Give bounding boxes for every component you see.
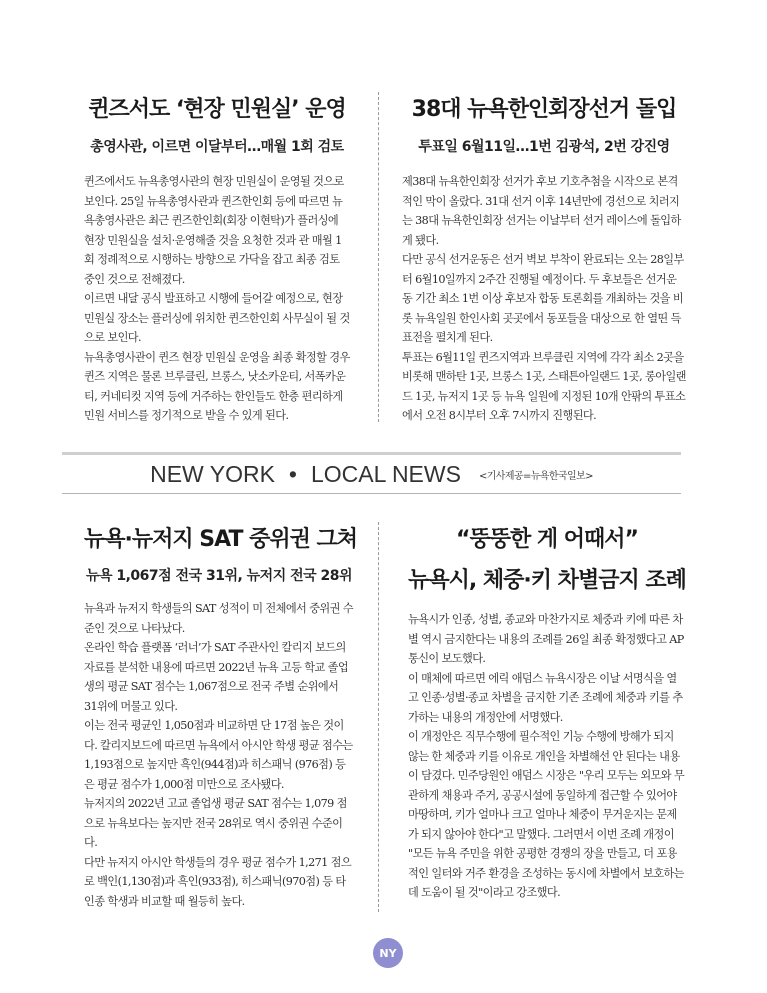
article-headline: 퀸즈서도 ‘현장 민원실’ 운영 [88,97,346,122]
paragraph: 다만 뉴저지 아시안 학생들의 경우 평균 점수가 1,271 점으로 백인(1,130점)과 흑인(933점), 히스패닉(970점) 등 타인종 학생과 비교할 때 월등히 높다. [84,855,352,908]
banner-credit: <기사제공=뉴욕한국일보> [478,470,593,482]
banner-subtitle: LOCAL NEWS [310,460,461,487]
article-headline: 38대 뉴욕한인회장선거 돌입 [411,97,677,122]
banner-top-rule [62,452,681,455]
article-body [84,172,350,426]
article-queens [84,92,350,426]
article-headline-quote: “뚱뚱한 게 어때서” [455,527,638,552]
banner-title: NEW YORK [150,460,275,487]
paragraph: 이는 전국 평균인 1,050점과 비교하면 단 17점 높은 것이다. 칼리지보드에 따르면 뉴욕에서 아시안 학생 평균 점수는 1,193점으로 높지만 흑인(944점)과 히스패닉 (976점) 등은 평균 점수가 1,000점 미만으로 조사됐다. [84,719,353,791]
paragraph: 다만 공식 선거운동은 선거 벽보 부착이 완료되는 오는 28일부터 6월10일까지 2주간 진행될 예정이다. 두 후보들은 선거운동 기간 최소 1번 이상 후보자 합동 토론회를 개최하는 것을 비롯 뉴욕일원 한인사회 곳곳에서 동포들을 대상으로 한 열띤 득표전을 펼치게 된다. [402,253,684,344]
paragraph: 뉴욕과 뉴저지 학생들의 SAT 성적이 미 전체에서 중위권 수준인 것으로 나타났다. [84,602,354,635]
paragraph: 이 매체에 따르면 에릭 애덤스 뉴욕시장은 이날 서명식을 열고 인종·성별·종교 차별을 금지한 기존 조례에 체중과 키를 추가하는 내용의 개정안에 서명했다. [408,671,683,724]
paragraph: 이 개정안은 직무수행에 필수적인 기능 수행에 방해가 되지 않는 한 체중과 키를 이유로 개인을 차별해선 안 된다는 내용이 담겼다. 민주당원인 애덤스 시장은 "우리 모두는 외모와 무관하게 채용과 주거, 공공시설에 동일하게 접근할 수 있어야 마땅하며, 키가 얼마나 크고 얼마나 체중이 무거운지는 문제가 되지 않아야 한다"고 말했다. 그러면서 이번 조례 개정이 "모든 뉴욕 주민을 위한 공평한 경쟁의 장을 만들고, 더 포용적인 일터와 거주 환경을 조성하는 동시에 차별에서 보호하는 데 도움이 될 것"이라고 강조했다. [408,730,685,899]
banner-bottom-rule [62,493,681,494]
paragraph: 제38대 뉴욕한인회장 선거가 후보 기호추첨을 시작으로 본격적인 막이 올랐다. 31대 선거 이후 14년만에 경선으로 치러지는 38대 뉴욕한인회장 선거는 이날부터 선거 레이스에 돌입하게 됐다. [402,175,681,247]
section-banner [62,456,681,492]
paragraph: 뉴저지의 2022년 고교 졸업생 평균 SAT 점수는 1,079 점으로 뉴욕보다는 높지만 전국 28위로 역시 중위권 수준이다. [84,797,347,849]
column-divider [378,92,379,422]
paragraph: 퀸즈에서도 뉴욕총영사관의 현장 민원실이 운영될 것으로 보인다. 25일 뉴욕총영사관과 퀸즈한인회 등에 따르면 뉴욕총영사관은 최근 퀸즈한인회(회장 이현탁)가 플러싱에 현장 민원실을 설치·운영해줄 것을 요청한 것과 관 매월 1회 정례적으로 시행하는 방향으로 가닥을 잡고 최종 검토 중인 것으로 전해졌다. [84,175,344,286]
article-headline: 뉴욕·뉴저지 SAT 중위권 그쳐 [84,527,358,552]
article-subhead: 투표일 6월11일…1번 김광석, 2번 강진영 [418,139,670,155]
column-divider [378,522,379,912]
paragraph: 뉴욕총영사관이 퀸즈 현장 민원실 운영을 최종 확정할 경우 퀸즈 지역은 물론 브루클린, 브롱스, 낫소카운티, 서폭카운티, 커네티컷 지역 등에 거주하는 한인들도 한층 편리하게 민원 서비스를 정기적으로 받을 수 있게 된다. [84,350,350,422]
article-discrimination [408,522,686,903]
article-body [402,172,686,426]
article-headline: 뉴욕시, 체중·키 차별금지 조례 [408,568,686,593]
page-badge: NY [373,938,403,968]
banner-separator: • [288,460,297,487]
article-election [402,92,686,426]
article-body [408,610,686,903]
paragraph: 이르면 내달 공식 발표하고 시행에 들어갈 예정으로, 현장 민원실 장소는 플러싱에 위치한 퀸즈한인회 사무실이 될 것으로 보인다. [84,292,350,344]
article-subhead: 뉴욕 1,067점 전국 31위, 뉴저지 전국 28위 [85,568,353,584]
article-subhead: 총영사관, 이르면 이달부터…매월 1회 검토 [90,139,344,155]
paragraph: 투표는 6월11일 퀸즈지역과 브루클린 지역에 각각 최소 2곳을 비롯해 맨하탄 1곳, 브롱스 1곳, 스태튼아일랜드 1곳, 롱아일랜드 1곳, 뉴저지 1곳 등 뉴욕 일원에 지정된 10개 안팎의 투표소에서 오전 8시부터 오후 7시까지 진행된다. [402,350,686,422]
article-body [84,599,354,911]
paragraph: 뉴욕시가 인종, 성별, 종교와 마찬가지로 체중과 키에 따른 차별 역시 금지한다는 내용의 조례를 26일 최종 확정했다고 AP 통신이 보도했다. [408,613,684,665]
article-sat [84,522,358,911]
paragraph: 온라인 학습 플랫폼 ‘러너’가 SAT 주관사인 칼리지 보드의 자료를 분석한 내용에 따르면 2022년 뉴욕 고등 학교 졸업생의 평균 SAT 점수는 1,067점으로 전국 주별 순위에서 31위에 머물고 있다. [84,641,349,713]
